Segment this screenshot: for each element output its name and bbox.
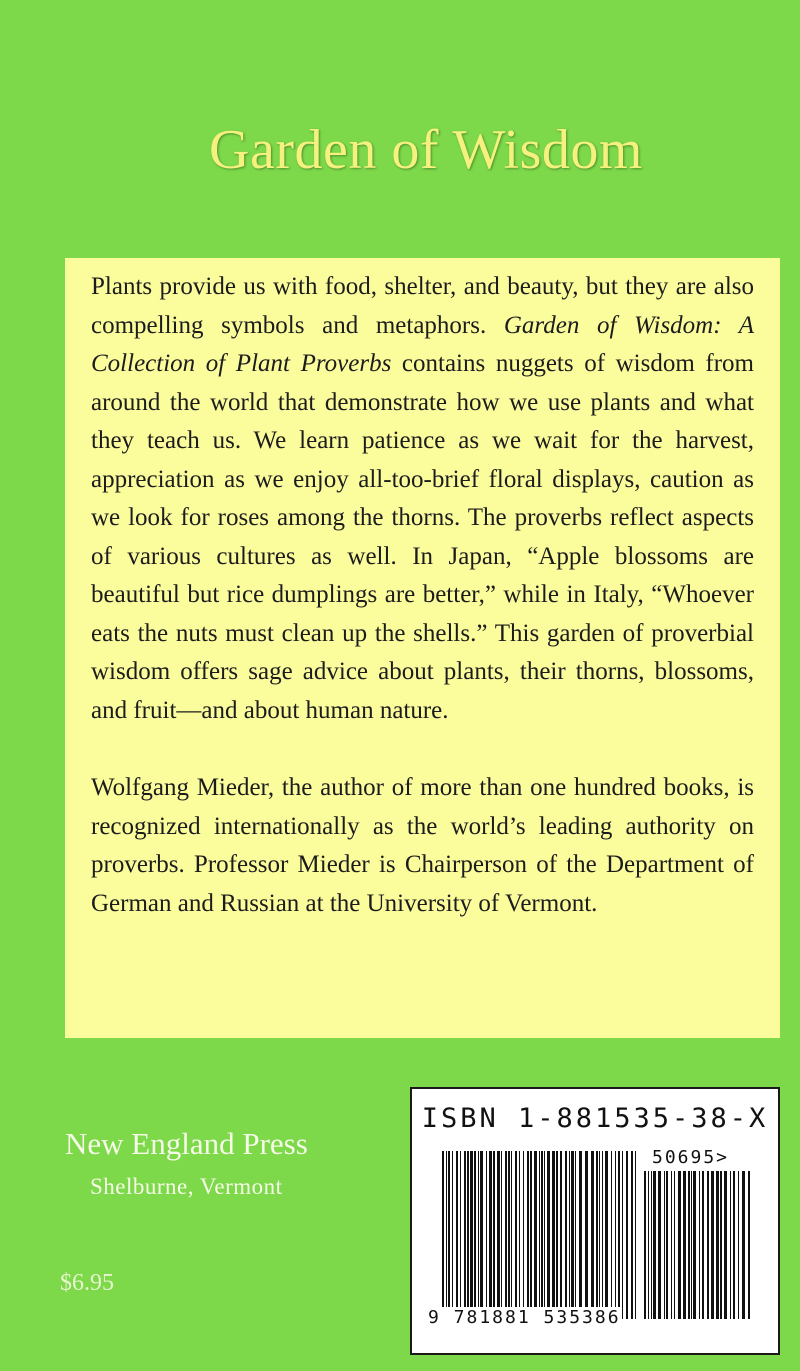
barcode-bar xyxy=(501,1151,502,1319)
barcode-bar xyxy=(539,1151,540,1319)
barcode-bar xyxy=(511,1151,512,1319)
barcode-bar xyxy=(738,1171,739,1319)
barcode-bar xyxy=(664,1171,665,1319)
barcode-bar xyxy=(452,1151,453,1319)
barcode-bar xyxy=(547,1151,550,1319)
barcode-bar xyxy=(464,1151,466,1319)
barcode-bar xyxy=(742,1171,745,1319)
barcode-bar xyxy=(611,1151,612,1319)
barcode-bar xyxy=(693,1171,696,1319)
barcode-box xyxy=(410,1087,780,1355)
description-panel xyxy=(65,258,780,1038)
ean-number: 9 781881 535386 xyxy=(428,1307,621,1328)
barcode-bar xyxy=(508,1151,510,1319)
isbn-number: ISBN 1-881535-38-X xyxy=(421,1103,769,1134)
barcode-bar xyxy=(474,1151,476,1319)
book-title: Garden of Wisdom xyxy=(209,119,643,181)
barcode-bar xyxy=(622,1151,623,1319)
barcode-bar xyxy=(591,1151,594,1319)
barcode-bar xyxy=(523,1151,524,1319)
barcode-bar xyxy=(571,1151,574,1319)
barcode-bar xyxy=(585,1151,588,1319)
addon-number: 50695> xyxy=(652,1147,730,1168)
barcode-bar xyxy=(460,1151,461,1319)
barcode-bar xyxy=(730,1171,731,1319)
publisher-name: New England Press xyxy=(65,1126,308,1161)
barcode-bar xyxy=(519,1151,520,1319)
barcode-bar xyxy=(505,1151,507,1319)
barcode-bar xyxy=(658,1171,661,1319)
barcode-bar xyxy=(493,1151,495,1319)
barcode-bar xyxy=(442,1151,444,1319)
barcode-bar xyxy=(544,1151,545,1319)
barcode-bar xyxy=(534,1151,537,1319)
barcode-bar xyxy=(467,1151,469,1319)
barcode-bar xyxy=(674,1171,675,1319)
barcode-bar xyxy=(615,1151,616,1319)
description-text-start: Plants provide us with food, shelter, and beauty, but they are also compelling symbols and metaphors. xyxy=(91,273,754,339)
barcode-bar xyxy=(648,1171,649,1319)
price-label: $6.95 xyxy=(60,1270,114,1296)
barcode-bar xyxy=(683,1171,686,1319)
description-paragraph xyxy=(91,268,754,730)
barcode-bar xyxy=(635,1151,636,1319)
barcode-bar xyxy=(596,1151,598,1319)
barcode-bar xyxy=(575,1151,576,1319)
barcode-bar xyxy=(456,1151,458,1319)
barcode-bar xyxy=(497,1151,500,1319)
barcode-bar xyxy=(446,1151,447,1319)
barcode-bar xyxy=(644,1171,646,1319)
barcode-bar xyxy=(707,1171,709,1319)
barcode-bar xyxy=(631,1151,633,1319)
barcode-bar xyxy=(569,1151,570,1319)
barcode-bar xyxy=(699,1171,700,1319)
barcode-bar xyxy=(541,1151,543,1319)
barcode-bar xyxy=(748,1171,750,1319)
barcode-bar xyxy=(691,1171,692,1319)
barcode-bar xyxy=(478,1151,479,1319)
barcode-bar xyxy=(720,1171,722,1319)
barcode-bar xyxy=(448,1151,450,1319)
barcode-bar xyxy=(552,1151,555,1319)
addon-barcode-icon xyxy=(644,1171,756,1319)
description-text-end: contains nuggets of wisdom from around the world that demonstrate how we use plants and what they teach us. We learn patience as we wait for the harvest, appreciation as we enjoy all-too-brief floral displays, caution as we look for roses among the thorns. The proverbs reflect aspects of various cultures as well. In Japan, “Apple blossoms are beautiful but rice dumplings are better,” while in Italy, “Whoever eats the nuts must clean up the shells.” This garden of proverbial wisdom offers sage advice about plants, their thorns, blossoms, and fruit—and about human nature. xyxy=(91,350,754,724)
barcode-bar xyxy=(489,1151,492,1319)
barcode-bar xyxy=(653,1171,656,1319)
barcode-bar xyxy=(530,1151,532,1319)
barcode-bar xyxy=(605,1151,608,1319)
barcode-bar xyxy=(579,1151,582,1319)
barcode-bar xyxy=(626,1151,628,1319)
barcode-bar xyxy=(565,1151,567,1319)
barcode-bar xyxy=(711,1171,714,1319)
ean-barcode-icon xyxy=(442,1151,642,1319)
barcode-bar xyxy=(651,1171,652,1319)
barcode-bar xyxy=(678,1171,681,1319)
book-full-title: Garden of Wisdom: A Collection of Plant Proverbs xyxy=(91,311,755,377)
author-bio: Wolfgang Mieder, the author of more than one hundred books, is recognized internationally as the world’s leading authority on proverbs. Professor Mieder is Chairperson of the Department of German and Russian at the University of Vermont. xyxy=(91,774,754,917)
barcode-bar xyxy=(724,1171,727,1319)
barcode-bar xyxy=(733,1171,735,1319)
barcode-bar xyxy=(666,1171,668,1319)
barcode-bar xyxy=(480,1151,483,1319)
barcode-bar xyxy=(618,1151,620,1319)
barcode-bar xyxy=(602,1151,603,1319)
barcode-bar xyxy=(702,1171,704,1319)
barcode-bar xyxy=(527,1151,529,1319)
barcode-bar xyxy=(560,1151,562,1319)
barcode-bar xyxy=(671,1171,672,1319)
barcode-bar xyxy=(599,1151,600,1319)
barcode-bar xyxy=(470,1151,473,1319)
barcode-bar xyxy=(556,1151,558,1319)
publisher-location: Shelburne, Vermont xyxy=(90,1174,283,1199)
barcode-bar xyxy=(515,1151,517,1319)
barcode-bar xyxy=(688,1171,690,1319)
barcode-bar xyxy=(486,1151,487,1319)
barcode-bar xyxy=(716,1171,719,1319)
